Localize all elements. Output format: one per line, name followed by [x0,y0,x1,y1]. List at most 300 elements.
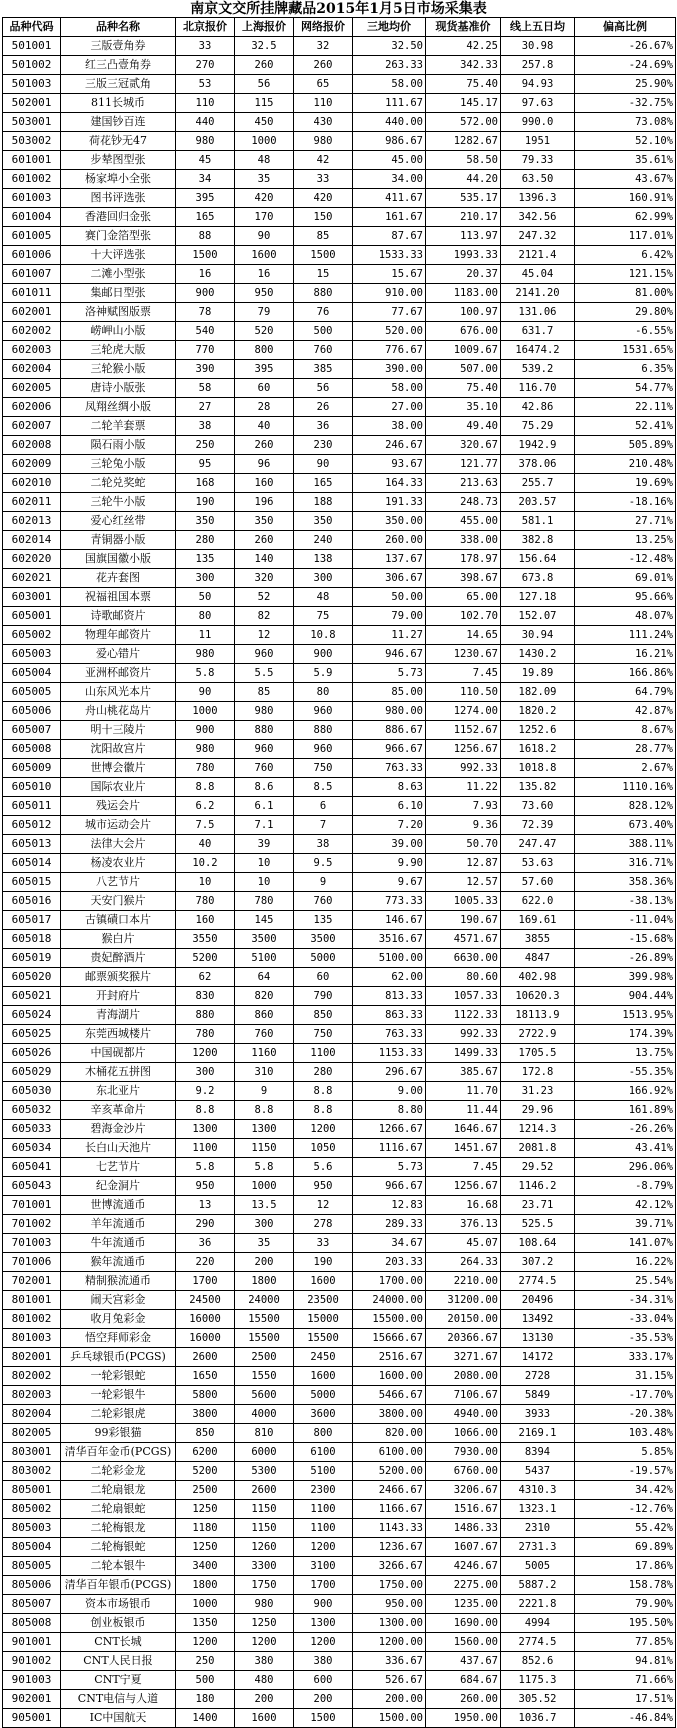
cell-five-day: 2722.9 [501,1025,575,1044]
cell-name: 赛门金箔型张 [61,227,176,246]
cell-beijing: 280 [176,531,235,550]
cell-deviation: 27.71% [575,512,676,531]
cell-avg: 1266.67 [353,1120,426,1139]
cell-deviation: 6.42% [575,246,676,265]
cell-spot: 676.00 [426,322,501,341]
cell-shanghai: 79 [235,303,294,322]
cell-five-day: 172.8 [501,1063,575,1082]
cell-code: 901001 [3,1633,61,1652]
cell-online: 3600 [294,1405,353,1424]
cell-name: 沈阳故宫片 [61,740,176,759]
header-name: 品种名称 [61,18,176,37]
cell-avg: 306.67 [353,569,426,588]
cell-beijing: 80 [176,607,235,626]
cell-spot: 2080.00 [426,1367,501,1386]
cell-avg: 111.67 [353,94,426,113]
cell-spot: 44.20 [426,170,501,189]
table-row [3,493,676,512]
cell-online: 600 [294,1671,353,1690]
cell-online: 1500 [294,246,353,265]
cell-shanghai: 1600 [235,1709,294,1728]
header-code: 品种代码 [3,18,61,37]
cell-name: 荷花钞无47 [61,132,176,151]
cell-name: 精制猴流通币 [61,1272,176,1291]
cell-deviation: 8.67% [575,721,676,740]
header-shanghai: 上海报价 [235,18,294,37]
cell-deviation: 71.66% [575,1671,676,1690]
cell-online: 2450 [294,1348,353,1367]
market-collection-sheet [2,1,675,1728]
cell-shanghai: 200 [235,1690,294,1709]
cell-deviation: 673.40% [575,816,676,835]
cell-avg: 5.73 [353,664,426,683]
cell-spot: 248.73 [426,493,501,512]
cell-online: 800 [294,1424,353,1443]
cell-beijing: 1250 [176,1500,235,1519]
cell-shanghai: 760 [235,759,294,778]
cell-spot: 14.65 [426,626,501,645]
cell-deviation: 166.92% [575,1082,676,1101]
cell-name: 青铜器小版 [61,531,176,550]
cell-online: 60 [294,968,353,987]
cell-avg: 260.00 [353,531,426,550]
table-row [3,721,676,740]
cell-name: 步辇图型张 [61,151,176,170]
table-row [3,1025,676,1044]
cell-beijing: 440 [176,113,235,132]
cell-beijing: 220 [176,1253,235,1272]
cell-name: 建国钞百连 [61,113,176,132]
cell-spot: 260.00 [426,1690,501,1709]
cell-deviation: 174.39% [575,1025,676,1044]
cell-name: 邮票颁奖猴片 [61,968,176,987]
cell-name: 创业板银币 [61,1614,176,1633]
cell-deviation: -33.04% [575,1310,676,1329]
cell-deviation: 5.85% [575,1443,676,1462]
cell-deviation: 81.00% [575,284,676,303]
cell-avg: 8.80 [353,1101,426,1120]
cell-name: CNT人民日报 [61,1652,176,1671]
cell-avg: 263.33 [353,56,426,75]
cell-code: 501002 [3,56,61,75]
cell-beijing: 850 [176,1424,235,1443]
cell-shanghai: 260 [235,436,294,455]
cell-five-day: 152.07 [501,607,575,626]
cell-online: 960 [294,740,353,759]
cell-avg: 79.00 [353,607,426,626]
table-row [3,379,676,398]
cell-avg: 820.00 [353,1424,426,1443]
cell-avg: 390.00 [353,360,426,379]
cell-name: 三轮虎大版 [61,341,176,360]
cell-avg: 440.00 [353,113,426,132]
cell-five-day: 2774.5 [501,1633,575,1652]
cell-name: 亚洲杯邮资片 [61,664,176,683]
cell-online: 48 [294,588,353,607]
cell-code: 605032 [3,1101,61,1120]
cell-five-day: 1018.8 [501,759,575,778]
cell-deviation: 13.25% [575,531,676,550]
cell-beijing: 5200 [176,1462,235,1481]
cell-online: 1700 [294,1576,353,1595]
cell-beijing: 3550 [176,930,235,949]
cell-shanghai: 115 [235,94,294,113]
header-beijing: 北京报价 [176,18,235,37]
cell-beijing: 1350 [176,1614,235,1633]
cell-spot: 376.13 [426,1215,501,1234]
cell-shanghai: 56 [235,75,294,94]
cell-shanghai: 64 [235,968,294,987]
cell-deviation: -15.68% [575,930,676,949]
cell-deviation: 121.15% [575,265,676,284]
cell-name: 世博流通币 [61,1196,176,1215]
cell-spot: 3271.67 [426,1348,501,1367]
cell-avg: 45.00 [353,151,426,170]
cell-avg: 886.67 [353,721,426,740]
cell-beijing: 1180 [176,1519,235,1538]
cell-avg: 1153.33 [353,1044,426,1063]
cell-spot: 20366.67 [426,1329,501,1348]
cell-deviation: 210.48% [575,455,676,474]
cell-five-day: 75.29 [501,417,575,436]
cell-spot: 1646.67 [426,1120,501,1139]
cell-spot: 684.67 [426,1671,501,1690]
table-row [3,930,676,949]
cell-deviation: 43.41% [575,1139,676,1158]
cell-five-day: 30.98 [501,37,575,56]
cell-five-day: 23.71 [501,1196,575,1215]
cell-five-day: 5887.2 [501,1576,575,1595]
cell-code: 805003 [3,1519,61,1538]
cell-five-day: 247.32 [501,227,575,246]
cell-online: 1600 [294,1272,353,1291]
cell-name: 二轮扇银龙 [61,1481,176,1500]
cell-beijing: 780 [176,892,235,911]
cell-deviation: 158.78% [575,1576,676,1595]
cell-beijing: 7.5 [176,816,235,835]
cell-name: 二轮本银牛 [61,1557,176,1576]
cell-code: 605033 [3,1120,61,1139]
cell-beijing: 6200 [176,1443,235,1462]
cell-shanghai: 3300 [235,1557,294,1576]
table-row [3,1595,676,1614]
cell-deviation: 6.35% [575,360,676,379]
cell-deviation: 94.81% [575,1652,676,1671]
table-row [3,322,676,341]
cell-online: 260 [294,56,353,75]
cell-shanghai: 200 [235,1253,294,1272]
cell-avg: 11.27 [353,626,426,645]
cell-avg: 38.00 [353,417,426,436]
table-row [3,341,676,360]
cell-beijing: 24500 [176,1291,235,1310]
table-row [3,645,676,664]
cell-avg: 5466.67 [353,1386,426,1405]
cell-avg: 763.33 [353,1025,426,1044]
cell-avg: 1600.00 [353,1367,426,1386]
cell-code: 605014 [3,854,61,873]
cell-code: 805007 [3,1595,61,1614]
cell-name: 祝福祖国本票 [61,588,176,607]
cell-avg: 763.33 [353,759,426,778]
cell-name: 悟空拜师彩金 [61,1329,176,1348]
table-row [3,189,676,208]
cell-deviation: 29.80% [575,303,676,322]
cell-beijing: 900 [176,284,235,303]
header-five-day: 线上五日均 [501,18,575,37]
cell-avg: 3800.00 [353,1405,426,1424]
cell-spot: 1451.67 [426,1139,501,1158]
cell-online: 1100 [294,1519,353,1538]
cell-beijing: 1200 [176,1044,235,1063]
cell-shanghai: 450 [235,113,294,132]
cell-beijing: 2500 [176,1481,235,1500]
cell-avg: 85.00 [353,683,426,702]
cell-beijing: 390 [176,360,235,379]
cell-code: 601007 [3,265,61,284]
cell-shanghai: 760 [235,1025,294,1044]
cell-name: 811长城币 [61,94,176,113]
cell-five-day: 156.64 [501,550,575,569]
table-row [3,702,676,721]
cell-deviation: 54.77% [575,379,676,398]
cell-online: 33 [294,1234,353,1253]
cell-spot: 342.33 [426,56,501,75]
cell-avg: 3266.67 [353,1557,426,1576]
cell-code: 602014 [3,531,61,550]
table-row [3,797,676,816]
cell-five-day: 2169.1 [501,1424,575,1443]
cell-shanghai: 39 [235,835,294,854]
cell-deviation: -12.76% [575,1500,676,1519]
cell-name: 二轮扇银蛇 [61,1500,176,1519]
cell-spot: 80.60 [426,968,501,987]
cell-online: 76 [294,303,353,322]
cell-code: 605019 [3,949,61,968]
table-row [3,265,676,284]
cell-deviation: -55.35% [575,1063,676,1082]
cell-avg: 58.00 [353,379,426,398]
cell-deviation: -20.38% [575,1405,676,1424]
cell-beijing: 160 [176,911,235,930]
table-row [3,1576,676,1595]
cell-spot: 50.70 [426,835,501,854]
cell-shanghai: 520 [235,322,294,341]
cell-code: 805002 [3,1500,61,1519]
cell-code: 605003 [3,645,61,664]
cell-name: 十大评选张 [61,246,176,265]
cell-five-day: 16474.2 [501,341,575,360]
cell-name: 法律大会片 [61,835,176,854]
cell-spot: 6630.00 [426,949,501,968]
cell-five-day: 1820.2 [501,702,575,721]
cell-avg: 296.67 [353,1063,426,1082]
cell-spot: 507.00 [426,360,501,379]
cell-deviation: 22.11% [575,398,676,417]
cell-code: 601002 [3,170,61,189]
cell-avg: 2466.67 [353,1481,426,1500]
cell-name: 山东风光本片 [61,683,176,702]
cell-name: 古镇磧口本片 [61,911,176,930]
cell-deviation: 64.79% [575,683,676,702]
cell-deviation: 17.51% [575,1690,676,1709]
cell-name: 二轮梅银龙 [61,1519,176,1538]
cell-five-day: 10620.3 [501,987,575,1006]
cell-avg: 1300.00 [353,1614,426,1633]
header-avg: 三地均价 [353,18,426,37]
cell-code: 602021 [3,569,61,588]
cell-five-day: 4847 [501,949,575,968]
cell-avg: 203.33 [353,1253,426,1272]
cell-five-day: 8394 [501,1443,575,1462]
table-row [3,1272,676,1291]
cell-spot: 3206.67 [426,1481,501,1500]
cell-code: 602011 [3,493,61,512]
cell-beijing: 770 [176,341,235,360]
cell-code: 803002 [3,1462,61,1481]
table-row [3,987,676,1006]
cell-beijing: 300 [176,1063,235,1082]
cell-online: 65 [294,75,353,94]
cell-avg: 520.00 [353,322,426,341]
cell-spot: 1950.00 [426,1709,501,1728]
cell-online: 200 [294,1690,353,1709]
table-row [3,1557,676,1576]
cell-shanghai: 1000 [235,1177,294,1196]
cell-spot: 9.36 [426,816,501,835]
cell-deviation: 111.24% [575,626,676,645]
cell-online: 15500 [294,1329,353,1348]
cell-name: CNT宁夏 [61,1671,176,1690]
cell-name: 三版壹角券 [61,37,176,56]
cell-shanghai: 82 [235,607,294,626]
cell-avg: 966.67 [353,1177,426,1196]
cell-avg: 966.67 [353,740,426,759]
cell-deviation: -11.04% [575,911,676,930]
table-row [3,1538,676,1557]
cell-deviation: -8.79% [575,1177,676,1196]
cell-five-day: 1036.7 [501,1709,575,1728]
table-row [3,1234,676,1253]
cell-code: 601006 [3,246,61,265]
table-row [3,1044,676,1063]
cell-name: 二轮梅银蛇 [61,1538,176,1557]
cell-shanghai: 52 [235,588,294,607]
cell-code: 605026 [3,1044,61,1063]
cell-shanghai: 6000 [235,1443,294,1462]
cell-deviation: 333.17% [575,1348,676,1367]
table-row [3,778,676,797]
cell-name: 崂岬山小版 [61,322,176,341]
cell-deviation: 16.22% [575,1253,676,1272]
cell-code: 501003 [3,75,61,94]
cell-deviation: 16.21% [575,645,676,664]
cell-name: 清华百年银币(PCGS) [61,1576,176,1595]
cell-code: 601001 [3,151,61,170]
cell-deviation: 505.89% [575,436,676,455]
cell-shanghai: 1160 [235,1044,294,1063]
cell-spot: 437.67 [426,1652,501,1671]
cell-code: 602006 [3,398,61,417]
cell-five-day: 1146.2 [501,1177,575,1196]
cell-five-day: 1252.6 [501,721,575,740]
cell-five-day: 57.60 [501,873,575,892]
cell-beijing: 300 [176,569,235,588]
table-row [3,569,676,588]
cell-beijing: 1650 [176,1367,235,1386]
cell-five-day: 14172 [501,1348,575,1367]
cell-name: 红三凸壹角券 [61,56,176,75]
cell-shanghai: 980 [235,702,294,721]
cell-shanghai: 5.5 [235,664,294,683]
cell-avg: 1116.67 [353,1139,426,1158]
cell-shanghai: 3500 [235,930,294,949]
cell-deviation: 55.42% [575,1519,676,1538]
table-row [3,37,676,56]
cell-name: 陨石雨小版 [61,436,176,455]
cell-spot: 572.00 [426,113,501,132]
cell-five-day: 127.18 [501,588,575,607]
cell-deviation: 39.71% [575,1215,676,1234]
cell-spot: 1993.33 [426,246,501,265]
cell-name: 洛神赋图版票 [61,303,176,322]
cell-five-day: 4994 [501,1614,575,1633]
cell-shanghai: 395 [235,360,294,379]
cell-five-day: 2310 [501,1519,575,1538]
cell-avg: 200.00 [353,1690,426,1709]
table-row [3,1253,676,1272]
cell-avg: 5200.00 [353,1462,426,1481]
cell-spot: 110.50 [426,683,501,702]
cell-avg: 9.00 [353,1082,426,1101]
table-row [3,1500,676,1519]
cell-beijing: 11 [176,626,235,645]
cell-five-day: 255.7 [501,474,575,493]
cell-five-day: 4310.3 [501,1481,575,1500]
cell-deviation: -46.84% [575,1709,676,1728]
cell-spot: 49.40 [426,417,501,436]
cell-five-day: 18113.9 [501,1006,575,1025]
cell-code: 605024 [3,1006,61,1025]
cell-online: 5000 [294,1386,353,1405]
table-row [3,588,676,607]
table-row [3,1709,676,1728]
cell-online: 760 [294,892,353,911]
cell-avg: 1700.00 [353,1272,426,1291]
cell-spot: 1274.00 [426,702,501,721]
table-row [3,1082,676,1101]
cell-spot: 1607.67 [426,1538,501,1557]
cell-name: 爱心红丝带 [61,512,176,531]
cell-code: 605021 [3,987,61,1006]
cell-online: 1200 [294,1120,353,1139]
cell-five-day: 622.0 [501,892,575,911]
cell-shanghai: 24000 [235,1291,294,1310]
cell-online: 278 [294,1215,353,1234]
cell-five-day: 53.63 [501,854,575,873]
cell-code: 605017 [3,911,61,930]
cell-name: 三版三冠贰角 [61,75,176,94]
cell-deviation: -32.75% [575,94,676,113]
cell-online: 15 [294,265,353,284]
cell-beijing: 3400 [176,1557,235,1576]
cell-shanghai: 1550 [235,1367,294,1386]
table-row [3,1652,676,1671]
cell-spot: 535.17 [426,189,501,208]
table-row [3,360,676,379]
cell-avg: 950.00 [353,1595,426,1614]
cell-shanghai: 15500 [235,1310,294,1329]
